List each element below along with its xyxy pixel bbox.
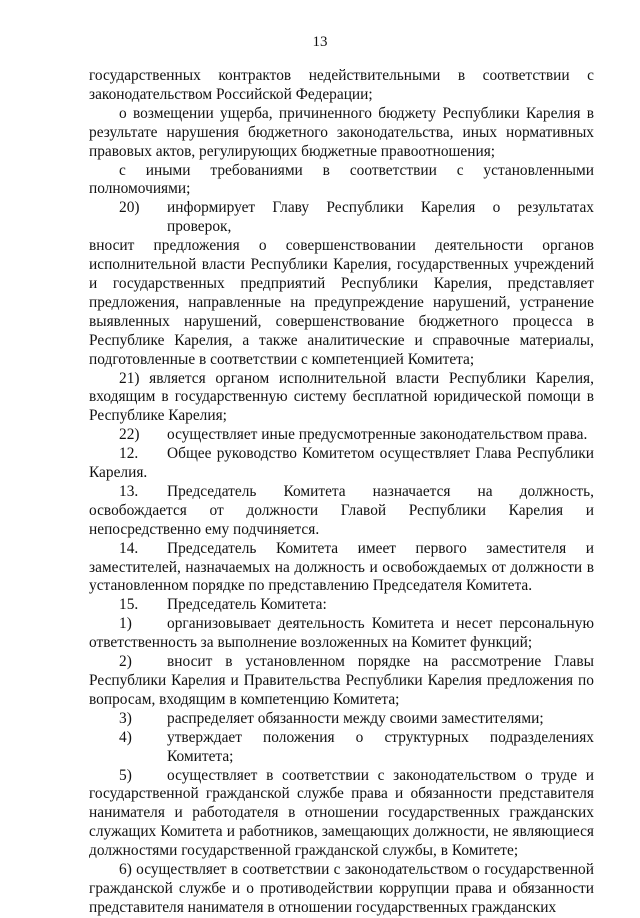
item-first-line: вносит в установленном порядке на рассмотрение Главы	[167, 653, 594, 671]
item-number: 2)	[119, 653, 132, 671]
item-continuation: Карелия.	[89, 464, 148, 482]
item-number: 20)	[119, 199, 140, 217]
item-continuation: вносит предложения о совершенствовании деятельности органов исполнительной власти Республики Карелия, государственных учреждений и государственных предприятий Республики Карелия, представляет предложения, направленные на предупреждение нарушений, устранение выявленных нарушений, совершенствование бюджетного процесса в Республике Карелия, а также аналитические и справочные материалы, подготовленные в соответствии с компетенцией Комитета;	[89, 237, 594, 368]
item-number: 15.	[119, 596, 139, 614]
item-continuation: Республики Карелия и Правительства Республики Карелия предложения по вопросам, входящим в компетенцию Комитета;	[89, 672, 594, 708]
document-body	[89, 67, 594, 918]
list-item	[89, 540, 594, 597]
paragraph: 21) является органом исполнительной власти Республики Карелия, входящим в государственную систему бесплатной юридической помощи в Республике Карелия;	[89, 369, 594, 425]
page-number: 13	[312, 34, 328, 50]
item-continuation: освобождается от должности Главой Республики Карелия и непосредственно ему подчиняется.	[89, 501, 594, 538]
item-number: 1)	[119, 615, 132, 633]
item-first-line: Председатель Комитета:	[167, 596, 327, 614]
paragraph: с иными требованиями в соответствии с установленными полномочиями;	[89, 161, 594, 198]
item-continuation: ответственность за выполнение возложенных на Комитет функций;	[89, 634, 533, 652]
list-item	[89, 445, 594, 483]
item-first-line: Общее руководство Комитетом осуществляет Глава Республики	[167, 445, 594, 463]
list-item	[89, 615, 594, 653]
list-item	[89, 199, 594, 369]
list-item	[89, 729, 594, 767]
item-number: 3)	[119, 709, 132, 727]
list-item	[89, 426, 594, 445]
paragraph: о возмещении ущерба, причиненного бюджету Республики Карелия в результате нарушения бюджетного законодательства, иных нормативных правовых актов, регулирующих бюджетные правоотношения;	[89, 104, 594, 160]
item-number: 4)	[119, 728, 132, 746]
item-continuation: заместителей, назначаемых на должность и освобождаемых от должности в установленном порядке по представлению Председателя Комитета.	[89, 558, 594, 595]
continued-paragraph: государственных контрактов недействительными в соответствии с законодательством Российской Федерации;	[89, 67, 594, 103]
item-first-line: Председатель Комитета назначается на должность,	[167, 482, 594, 500]
item-first-line: информирует Главу Республики Карелия о результатах проверок,	[167, 199, 594, 236]
item-continuation: государственной гражданской службе права и обязанности представителя нанимателя и работодателя в отношении государственных гражданских служащих Комитета и работников, замещающих должности, не являющиеся должностями государственной гражданской службы, в Комитете;	[89, 785, 594, 860]
item-number: 13.	[119, 482, 139, 500]
item-number: 22)	[119, 426, 140, 444]
item-first-line: осуществляет иные предусмотренные законодательством права.	[167, 426, 588, 444]
list-item	[89, 483, 594, 540]
list-item	[89, 767, 594, 862]
item-first-line: распределяет обязанности между своими заместителями;	[167, 709, 544, 727]
item-first-line: организовывает деятельность Комитета и несет персональную	[167, 615, 594, 633]
item-number: 14.	[119, 539, 139, 557]
list-item	[89, 653, 594, 710]
item-number: 5)	[119, 766, 132, 784]
list-item	[89, 596, 594, 615]
item-number: 12.	[119, 445, 139, 463]
paragraph: 6) осуществляет в соответствии с законодательством о государственной гражданской службе и о противодействии коррупции права и обязанности представителя нанимателя в отношении государственных гражданских	[89, 861, 594, 916]
list-item	[89, 710, 594, 729]
item-first-line: Председатель Комитета имеет первого заместителя и	[167, 539, 594, 557]
item-first-line: осуществляет в соответствии с законодательством о труде и	[167, 766, 594, 784]
item-first-line: утверждает положения о структурных подразделениях Комитета;	[167, 728, 594, 765]
